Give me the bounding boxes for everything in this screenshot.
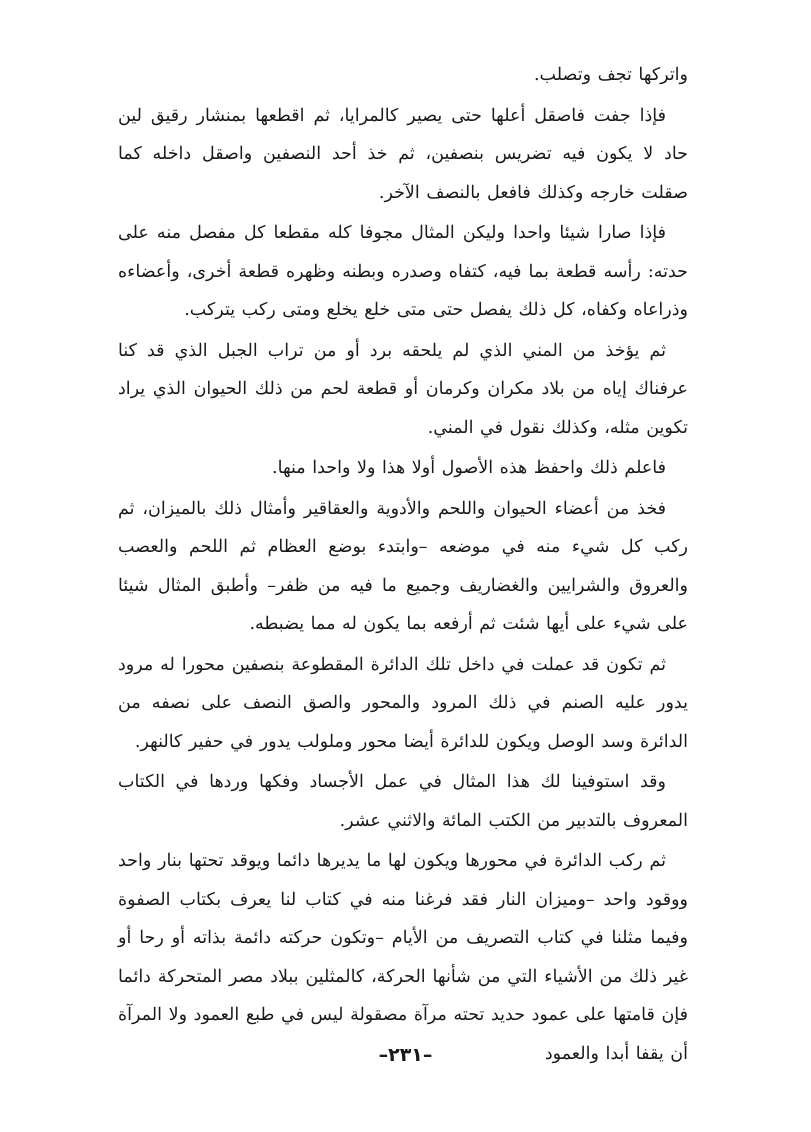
body-text — [118, 56, 688, 1075]
paragraph-7: ثم تكون قد عملت في داخل تلك الدائرة المقطوعة بنصفين محورا له مرود يدور عليه الصنم في ذلك المرود والمحور والصق النصف على نصفه من الدائرة وسد الوصل ويكون للدائرة أيضا محور وملولب يدور في حفير كالنهر. — [118, 654, 688, 752]
paragraph-5: فاعلم ذلك واحفظ هذه الأصول أولا هذا ولا واحدا منها. — [272, 458, 666, 478]
page-number: –٢٣١– — [378, 1044, 433, 1066]
paragraph-4: ثم يؤخذ من المني الذي لم يلحقه برد أو من تراب الجبل الذي قد كنا عرفناك إياه من بلاد مكران وكرمان أو قطعة لحم من ذلك الحيوان الذي يراد تكوين مثله، وكذلك نقول في المني. — [118, 340, 688, 438]
paragraph-3: فإذا صارا شيئا واحدا وليكن المثال مجوفا كله مقطعا كل مفصل منه على حدته: رأسه قطعة بما فيه، كتفاه وصدره وبطنه وظهره قطعة أخرى، وأعضاءه وذراعاه وكفاه، كل ذلك يفصل حتى متى خلع يخلع ومتى ركب يتركب. — [118, 223, 688, 320]
paragraph-8: وقد استوفينا لك هذا المثال في عمل الأجساد وفكها وردها في الكتاب المعروف بالتدبير من الكتب المائة والاثني عشر. — [118, 772, 688, 831]
paragraph-6: فخذ من أعضاء الحيوان واللحم والأدوية والعقاقير وأمثال ذلك بالميزان، ثم ركب كل شيء منه في موضعه –وابتدء بوضع العظام ثم اللحم والعصب والعروق والشرايين والغضاريف وجميع ما فيه من ظفر– وأطبق المثال شيئا على شيء على أيها شئت ثم أرفعه بما يكون له مما يضبطه. — [118, 498, 688, 634]
paragraph-2: فإذا جفت فاصقل أعلها حتى يصير كالمرايا، ثم اقطعها بمنشار رقيق لين حاد لا يكون فيه تضريس بنصفين، ثم خذ أحد النصفين واصقل داخله كما صقلت خارجه وكذلك فافعل بالنصف الآخر. — [118, 105, 688, 203]
paragraph-9: ثم ركب الدائرة في محورها ويكون لها ما يديرها دائما ويوقد تحتها بنار واحد ووقود واحد –وميزان النار فقد فرغنا منه في كتاب لنا يعرف بكتاب الصفوة وفيما مثلنا في كتاب التصريف من الأيام –وتكون حركته دائمة بذاته أو رحا أو غير ذلك من الأشياء التي من شأنها الحركة، كالمثلين ببلاد مصر المتحركة دائما فإن قامتها على عمود حديد تحته مرآة مصقولة ليس في طبع العمود ولا المرآة أن يقفا أبدا والعمود — [118, 851, 688, 1064]
paragraph-1: واتركها تجف وتصلب. — [533, 65, 688, 85]
